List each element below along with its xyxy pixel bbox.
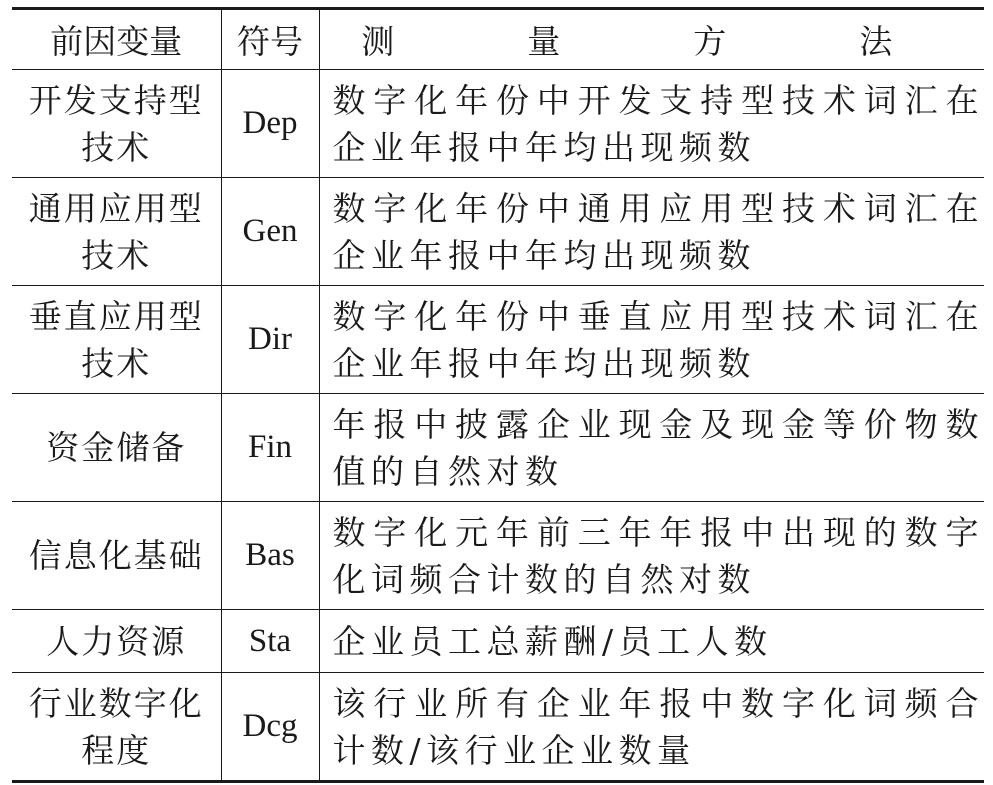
variable-table-container	[12, 7, 984, 783]
cause-cell: 资金储备	[12, 394, 221, 502]
symbol-cell: Bas	[221, 502, 319, 610]
symbol-cell: Dir	[221, 286, 319, 394]
cause-cell: 开发支持型技术	[12, 70, 221, 178]
table-row	[12, 178, 984, 286]
symbol-cell: Fin	[221, 394, 319, 502]
method-cell: 数字化年份中垂直应用型技术词汇在企业年报中年均出现频数	[319, 286, 984, 394]
symbol-cell: Gen	[221, 178, 319, 286]
method-cell: 年报中披露企业现金及现金等价物数值的自然对数	[319, 394, 984, 502]
table-row	[12, 70, 984, 178]
table-header-row	[12, 9, 984, 70]
method-cell: 数字化年份中开发支持型技术词汇在企业年报中年均出现频数	[319, 70, 984, 178]
method-cell: 该行业所有企业年报中数字化词频合计数/该行业企业数量	[319, 673, 984, 782]
variable-measurement-table	[12, 7, 984, 783]
symbol-cell: Sta	[221, 610, 319, 673]
header-cause: 前因变量	[12, 9, 221, 70]
table-row	[12, 673, 984, 782]
table-row	[12, 610, 984, 673]
cause-cell: 人力资源	[12, 610, 221, 673]
method-cell: 数字化年份中通用应用型技术词汇在企业年报中年均出现频数	[319, 178, 984, 286]
symbol-cell: Dep	[221, 70, 319, 178]
method-cell: 企业员工总薪酬/员工人数	[319, 610, 984, 673]
cause-cell: 通用应用型技术	[12, 178, 221, 286]
table-row	[12, 286, 984, 394]
table-row	[12, 502, 984, 610]
symbol-cell: Dcg	[221, 673, 319, 782]
cause-cell: 信息化基础	[12, 502, 221, 610]
method-cell: 数字化元年前三年年报中出现的数字化词频合计数的自然对数	[319, 502, 984, 610]
header-symbol: 符号	[221, 9, 319, 70]
table-row	[12, 394, 984, 502]
cause-cell: 垂直应用型技术	[12, 286, 221, 394]
cause-cell: 行业数字化程度	[12, 673, 221, 782]
header-method: 测 量 方 法	[319, 9, 984, 70]
